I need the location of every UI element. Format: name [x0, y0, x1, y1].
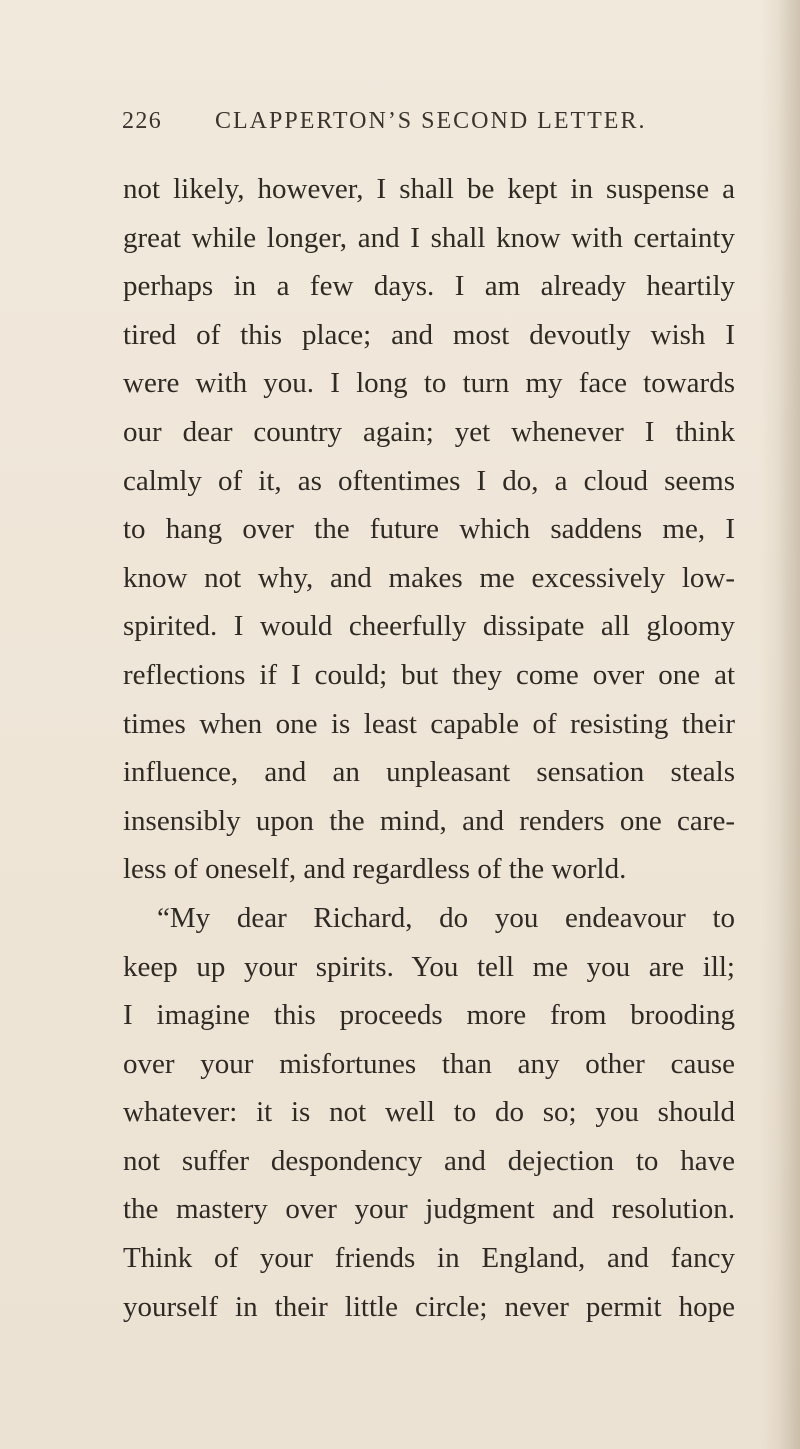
text-line-2: great while longer, and I shall know with certainty [123, 221, 735, 254]
text-line-16: “My dear Richard, do you endeavour to [157, 901, 735, 934]
text-line-4: tired of this place; and most devoutly wish I [123, 318, 735, 351]
text-line-23: Think of your friends in England, and fancy [123, 1242, 735, 1275]
text-line-22: the mastery over your judgment and resolution. [123, 1193, 735, 1226]
text-line-19: over your misfortunes than any other cause [123, 1047, 735, 1080]
text-line-18: I imagine this proceeds more from brooding [123, 999, 735, 1032]
text-line-15: less of oneself, and regardless of the world. [123, 853, 627, 886]
letter-text [123, 165, 735, 1325]
page-edge-shadow [778, 0, 800, 1449]
text-line-24: yourself in their little circle; never permit hope [123, 1290, 735, 1323]
text-line-21: not suffer despondency and dejection to have [123, 1144, 735, 1177]
text-line-11: reflections if I could; but they come over one at [123, 658, 735, 691]
text-line-7: calmly of it, as oftentimes I do, a cloud seems [123, 464, 735, 497]
running-title: CLAPPERTON’S SECOND LETTER. [215, 107, 647, 134]
page-header [122, 101, 722, 141]
page-number: 226 [122, 107, 163, 134]
text-line-17: keep up your spirits. You tell me you are ill; [123, 950, 735, 983]
text-line-12: times when one is least capable of resisting their [123, 707, 735, 740]
text-line-20: whatever: it is not well to do so; you should [123, 1096, 735, 1129]
text-line-3: perhaps in a few days. I am already heartily [123, 270, 735, 303]
text-line-5: were with you. I long to turn my face towards [123, 367, 735, 400]
text-line-13: influence, and an unpleasant sensation steals [123, 756, 735, 789]
text-line-8: to hang over the future which saddens me, I [123, 513, 735, 546]
text-line-10: spirited. I would cheerfully dissipate all gloomy [123, 610, 735, 643]
text-line-6: our dear country again; yet whenever I think [123, 415, 735, 448]
text-line-1: not likely, however, I shall be kept in suspense a [123, 173, 735, 205]
text-line-14: insensibly upon the mind, and renders one care- [123, 804, 735, 837]
text-line-9: know not why, and makes me excessively low- [123, 561, 735, 594]
